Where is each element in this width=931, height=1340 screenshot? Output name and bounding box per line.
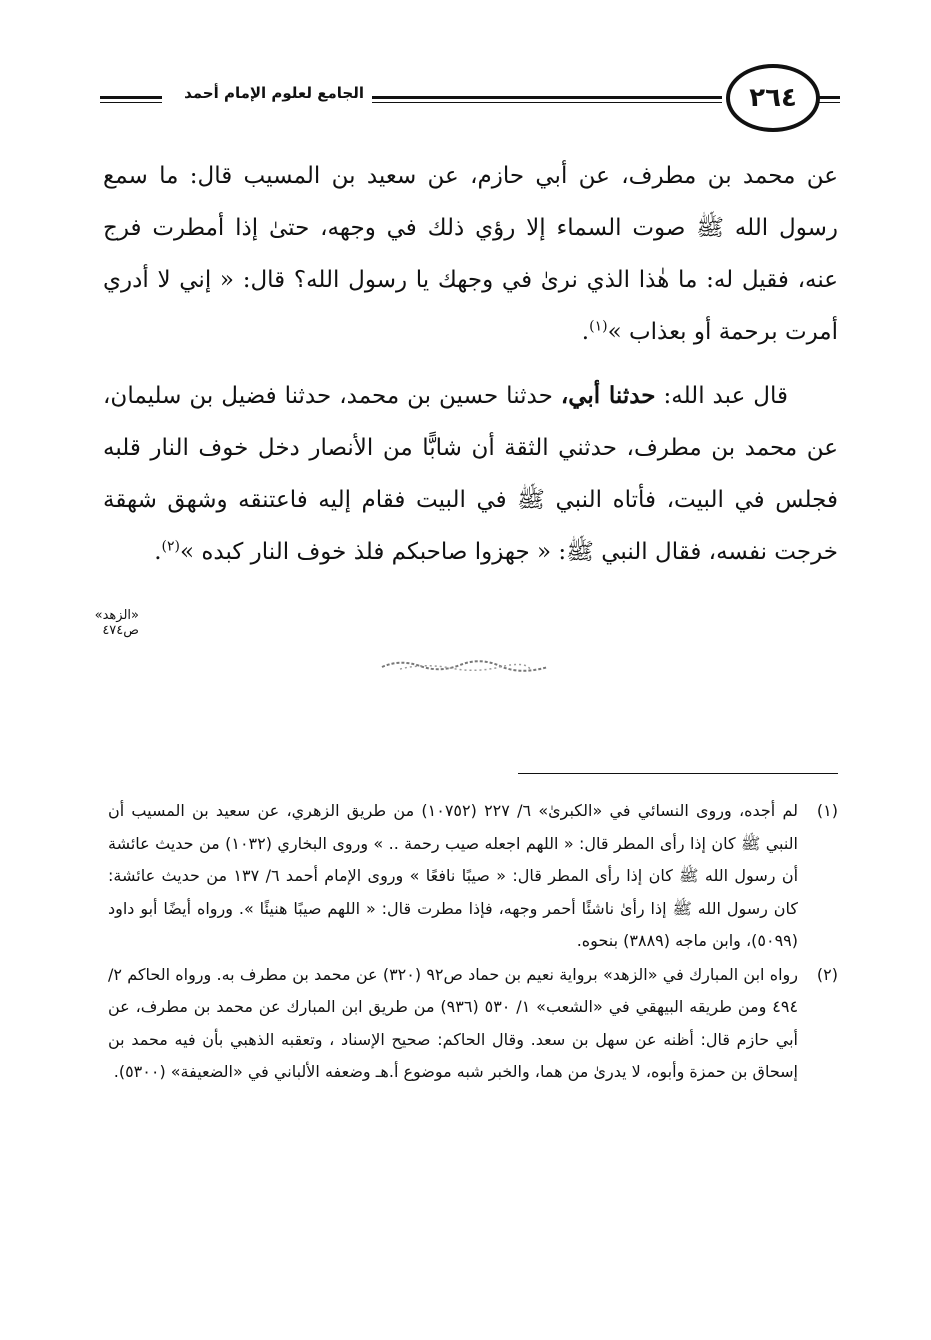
footnote-2-text: رواه ابن المبارك في «الزهد» برواية نعيم بن حماد ص٩٢ (٣٢٠) عن محمد بن مطرف به. ورواه الحاكم ٢/ ٤٩٤ ومن طريقه البيهقي في «الشعب» ١/ ٥٣٠ (٩٣٦) من طريق ابن المبارك عن محمد بن مطرف، عن أبي حازم قال: أظنه عن سهل بن سعد. وقال الحاكم: صحيح الإسناد ، وتعقبه الذهبي بأن فيه محمد بن إسحاق بن حمزة وأبوه، لا يدرىٰ من هما، والخبر شبه موضوع أ.هـ وضعفه الألباني في «الضعيفة» (٥٣٠٠). <box>108 964 799 1081</box>
paragraph-2-bold: حدثنا أبي، <box>560 382 656 409</box>
footnote-2 <box>108 959 838 1089</box>
footnote-ref-2: (٢) <box>161 538 180 555</box>
paragraph-2-rest: حدثنا حسين بن محمد، حدثنا فضيل بن سليمان، عن محمد بن مطرف، حدثني الثقة أن شابًّا من الأنصار دخل خوف النار قلبه فجلس في البيت، فأتاه النبي ﷺ في البيت فقام إليه فاعتنقه وشهق شهقة خرجت نفسه، فقال النبي ﷺ: « جهزوا صاحبكم فلذ خوف النار كبده » <box>103 383 838 565</box>
footnote-1-text: لم أجده، وروى النسائي في «الكبرىٰ» ٦/ ٢٢٧ (١٠٧٥٢) من طريق الزهري، عن سعيد بن المسيب أن النبي ﷺ كان إذا رأى المطر قال: « اللهم اجعله صيب رحمة .. » وروى البخاري (١٠٣٢) من حديث عائشة أن رسول الله ﷺ كان إذا رأى المطر قال: « صيبًا نافعًا » وروى الإمام أحمد ٦/ ١٣٧ من حديث عائشة: كان رسول الله ﷺ إذا رأىٰ ناشئًا أحمر وجهه، فإذا مطرت قال: « اللهم صيبًا هنيئًا ». ورواه أيضًا أبو داود (٥٠٩٩)، وابن ماجه (٣٨٨٩) بنحوه. <box>108 801 799 950</box>
ornament-divider <box>380 655 550 675</box>
paragraph-2-start: قال عبد الله: <box>655 383 788 409</box>
paragraph-1 <box>103 150 838 358</box>
page-number: ٢٦٤ <box>726 64 820 132</box>
main-text <box>103 150 838 578</box>
footnote-2-number: (٢) <box>816 964 838 984</box>
paragraph-2-end: . <box>154 539 162 565</box>
footnotes <box>108 795 838 1090</box>
paragraph-1-text: عن محمد بن مطرف، عن أبي حازم، عن سعيد بن المسيب قال: ما سمع رسول الله ﷺ صوت السماء إلا رؤي ذلك في وجهه، حتىٰ إذا أمطرت فرج عنه، فقيل له: ما هٰذا الذي نرىٰ في وجهك يا رسول الله؟ قال: « إني لا أدري أمرت برحمة أو بعذاب » <box>103 163 838 345</box>
footnote-separator <box>518 773 838 774</box>
paragraph-1-end: . <box>581 319 590 345</box>
header-rule-middle <box>372 96 722 99</box>
book-title: الجامع لعلوم الإمام أحمد <box>178 84 370 102</box>
header-rule-middle-thin <box>372 102 722 103</box>
header-rule-left-thin <box>100 102 162 103</box>
footnote-ref-1: (١) <box>589 318 608 335</box>
source-reference: «الزهد» ص٤٧٤ <box>94 608 139 638</box>
footnote-1-number: (١) <box>816 801 838 820</box>
footnote-1 <box>108 795 838 958</box>
paragraph-2 <box>103 370 838 578</box>
page-header <box>100 62 840 132</box>
header-rule-left <box>100 96 162 99</box>
